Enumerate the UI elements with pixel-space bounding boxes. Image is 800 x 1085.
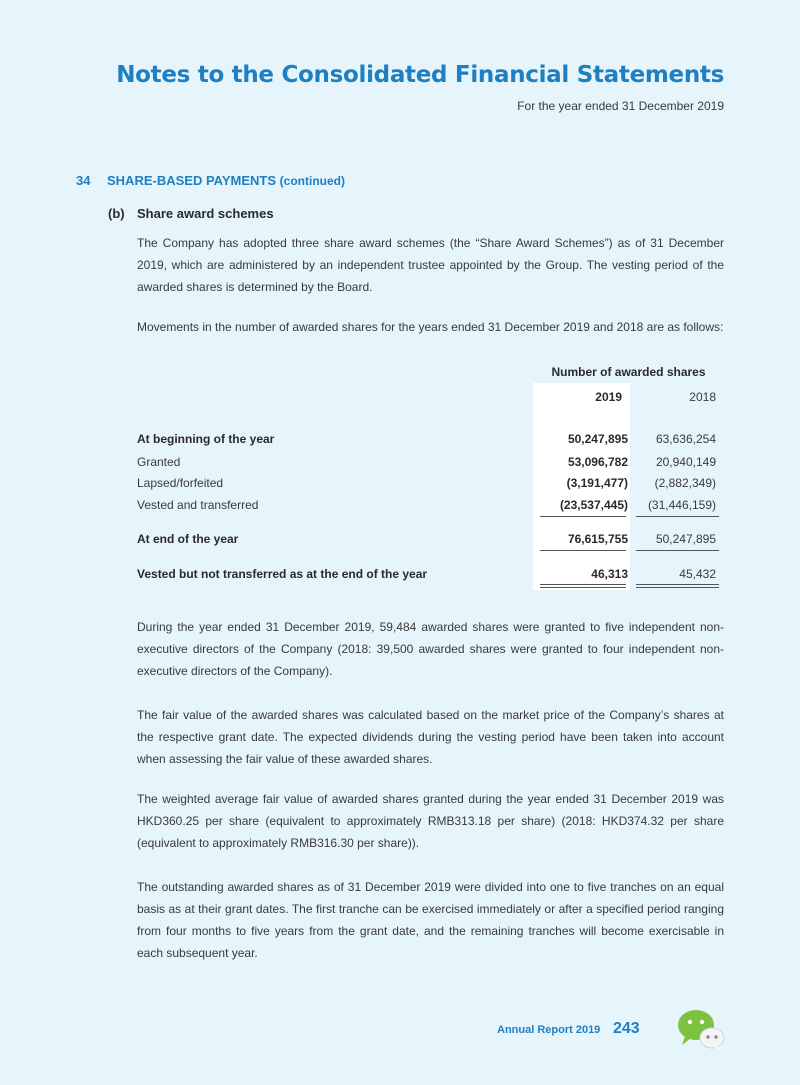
table-row	[137, 432, 727, 450]
subsection-heading	[108, 206, 274, 221]
section-number: 34	[76, 173, 91, 188]
value-2018: 20,940,149	[655, 455, 716, 469]
value-2019: (23,537,445)	[559, 498, 628, 512]
paragraph-fair-value: The fair value of the awarded shares was calculated based on the market price of the Company’s shares at the respective grant date. The expected dividends during the vesting period have been taken into account when assessing the fair value of these awarded shares.	[137, 708, 724, 766]
row-label: Granted	[137, 455, 181, 469]
row-label: At end of the year	[137, 532, 239, 546]
column-header-2019: 2019	[595, 390, 622, 404]
value-2019: 76,615,755	[567, 532, 628, 546]
footer-report-name: Annual Report 2019	[497, 1024, 601, 1036]
total-rule-2019	[540, 550, 626, 551]
value-2019: (3,191,477)	[566, 476, 628, 490]
subtotal-rule-2018	[636, 516, 719, 517]
column-header-2018: 2018	[689, 390, 716, 404]
paragraph-tranches: The outstanding awarded shares as of 31 December 2019 were divided into one to five tranches on an equal basis as at their grant dates. The first tranche can be exercised immediately or after a specified period ranging from four months to five years from the grant date, and the remaining tranches will become exercisable in each subsequent year.	[137, 880, 724, 960]
value-2018: (31,446,159)	[647, 498, 716, 512]
subsection-title: Share award schemes	[137, 206, 274, 221]
value-2019: 46,313	[591, 567, 628, 581]
table-row	[137, 476, 727, 494]
paragraph-movements: Movements in the number of awarded shares for the years ended 31 December 2019 and 2018 are as follows:	[137, 320, 724, 334]
page-title: Notes to the Consolidated Financial Statements	[116, 62, 724, 88]
paragraph-grant: During the year ended 31 December 2019, 59,484 awarded shares were granted to five independent non-executive directors of the Company (2018: 39,500 awarded shares were granted to four independent non-executive directors of the Company).	[137, 620, 724, 678]
row-label: Vested but not transferred as at the end of the year	[137, 567, 428, 581]
value-2018: (2,882,349)	[654, 476, 716, 490]
row-label: Vested and transferred	[137, 498, 259, 512]
total-rule-2018	[636, 550, 719, 551]
subsection-label: (b)	[108, 206, 125, 221]
double-rule-2018-top	[636, 584, 719, 585]
paragraph-weighted-average: The weighted average fair value of awarded shares granted during the year ended 31 December 2019 was HKD360.25 per share (equivalent to approximately RMB313.18 per share) (2018: HKD374.32 per share (equivalent to approximately RMB316.30 per share)).	[137, 792, 724, 850]
value-2019: 53,096,782	[567, 455, 628, 469]
row-label: At beginning of the year	[137, 432, 275, 446]
page-number: 243	[613, 1020, 640, 1037]
row-label: Lapsed/forfeited	[137, 476, 224, 490]
value-2018: 50,247,895	[655, 532, 716, 546]
table-row	[137, 455, 727, 473]
table-header: Number of awarded shares	[551, 365, 706, 379]
table-row	[137, 498, 727, 516]
double-rule-2019-top	[540, 584, 626, 585]
section-heading	[76, 173, 345, 188]
value-2018: 45,432	[679, 567, 716, 581]
page-subtitle: For the year ended 31 December 2019	[517, 99, 724, 113]
subtotal-rule-2019	[540, 516, 626, 517]
value-2018: 63,636,254	[655, 432, 716, 446]
double-rule-2019-bottom	[540, 587, 626, 588]
table-row	[137, 532, 727, 550]
double-rule-2018-bottom	[636, 587, 719, 588]
table-row	[137, 567, 727, 585]
section-title: SHARE-BASED PAYMENTS	[107, 173, 277, 188]
paragraph-intro: The Company has adopted three share award schemes (the “Share Award Schemes”) as of 31 December 2019, which are administered by an independent trustee appointed by the Group. The vesting period of the awarded shares is determined by the Board.	[137, 236, 724, 294]
value-2019: 50,247,895	[567, 432, 628, 446]
wechat-logo-icon	[676, 1008, 726, 1052]
section-continued: (continued)	[279, 174, 345, 188]
